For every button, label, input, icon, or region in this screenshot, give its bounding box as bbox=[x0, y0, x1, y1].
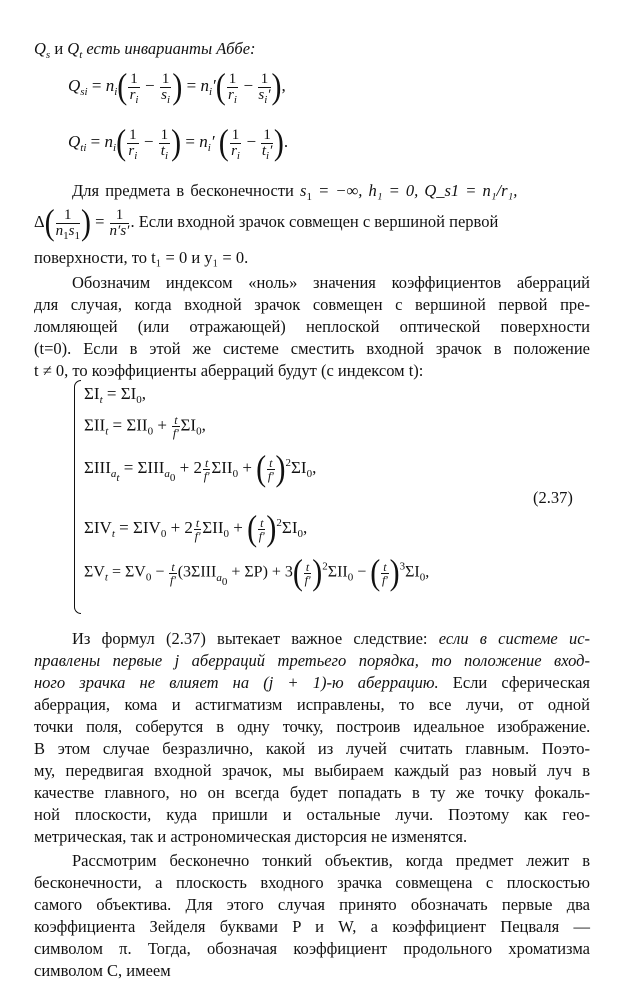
eq-sigma-i: $\Sigma I_t = \Sigma I_0$, bbox=[84, 384, 147, 406]
infinity-line: Для предмета в бесконечности $s_1$ = −∞, h₁ = 0, Q_s1 = n₁/r₁, bbox=[72, 181, 518, 203]
invariants-intro-text: есть инварианты Аббе: bbox=[86, 39, 256, 58]
delta-line: Δ( $\frac{1}{n_1s_1}$ ) = $\frac{1}{n's'}$ . Если входной зрачок совмещен с вершиной первой bbox=[34, 202, 499, 243]
paragraph2-line: качестве главного, но он всегда будет попадать в ту же точку фокаль- bbox=[34, 783, 590, 802]
paragraph1-line: (t=0). Если в этой же системе сместить входной зрачок в положение bbox=[34, 339, 590, 358]
paragraph1-line: t ≠ 0, то коэффициенты аберраций будут (с индексом t): bbox=[34, 361, 424, 380]
paragraph3-line: коэффициента Зейделя буквами P и W, а коэффициент Пецваля — bbox=[34, 917, 590, 936]
eq-sigma-ii: $\Sigma II_t = \Sigma II_0$ + $\frac{t}{f'}$ $\Sigma I_0$, bbox=[84, 413, 206, 440]
paragraph2-line: точки поля, соберутся в одну точку, построив идеальное изображение. bbox=[34, 717, 590, 736]
system-brace bbox=[74, 380, 81, 614]
paragraph1-line: ломляющей (или отражающей) неплоской оптической поверхности bbox=[34, 317, 590, 336]
paragraph3-line: самого объектива. Для этого случая принято обозначать первые два bbox=[34, 895, 590, 914]
paragraph2-line: метрическая, так и астрономическая дисторсия не изменятся. bbox=[34, 827, 468, 846]
paragraph1-line: для случая, когда входной зрачок совмещен с вершиной первой пре- bbox=[34, 295, 590, 314]
paragraph2-line: Из формул (2.37) вытекает важное следствие: если в системе ис- bbox=[72, 629, 591, 648]
paragraph3-line: бесконечности, а плоскость входного зрачка совмещена с плоскостью bbox=[34, 873, 590, 892]
paragraph2-line: аберрация, кома и астигматизм исправлены, то все лучи, от одной bbox=[34, 695, 590, 714]
formula-qsi: $Q_{si} = n_i$( $\frac{1}{r_i}$ − $\frac{1}{s_i}$ ) = $n_i'$( $\frac{1}{r_i}$ − $\frac{1}{s_i'}$ ), bbox=[68, 66, 286, 107]
paragraph2-line: правлены первые j аберраций третьего порядка, то положение вход- bbox=[34, 651, 590, 670]
paragraph2-line: ной плоскости, куда пришли и остальные лучи. Поэтому как гео- bbox=[34, 805, 590, 824]
paragraph3-line: символом π. Тогда, обозначая коэффициент продольного хроматизма bbox=[34, 939, 590, 958]
paragraph1-line: Обозначим индексом «ноль» значения коэффициентов аберраций bbox=[72, 273, 590, 292]
paragraph2-line: му, передвигая входной зрачок, мы выбираем каждый раз новый луч в bbox=[34, 761, 590, 780]
surface-line: поверхности, то t₁ = 0 и y₁ = 0. bbox=[34, 248, 249, 267]
paragraph3-line: символом C, имеем bbox=[34, 961, 171, 980]
eq-sigma-iv: $\Sigma IV_t = \Sigma IV_0 + 2$ $\frac{t}{f'}$ $\Sigma II_0$ + ( $\frac{t}{f'}$ )$^2\Sigma I_0$, bbox=[84, 508, 308, 549]
invariants-intro: $Q_s$ и $Q_t$ есть инварианты Аббе: bbox=[34, 39, 256, 61]
paragraph2-line: ного зрачка не влияет на (j + 1)-ю аберрацию. Если сферическая bbox=[34, 673, 590, 692]
paragraph3-line: Рассмотрим бесконечно тонкий объектив, когда предмет лежит в bbox=[72, 851, 590, 870]
formula-qti: $Q_{ti} = n_i$( $\frac{1}{r_i}$ − $\frac{1}{t_i}$ ) = $n_i'$ ( $\frac{1}{r_i}$ − $\frac{1}{t_i'}$ ). bbox=[68, 122, 289, 163]
eq-sigma-iii: $\Sigma III_{a_t} = \Sigma III_{a_0} + 2$ $\frac{t}{f'}$ $\Sigma II_0$ + ( $\frac{t}{f'}$ )$^2\Sigma I_0$, bbox=[84, 448, 317, 489]
eq-sigma-v: $\Sigma V_t = \Sigma V_0$ − $\frac{t}{f'}$ $(3\Sigma III_{a_0} + \Sigma P) + 3$( $\frac{t}{f'}$ )$^2\Sigma II_0$ − ( $\frac{t}{f'}$ )$^3\Sigma I_0$, bbox=[84, 552, 430, 593]
paragraph2-line: В этом случае безразлично, какой из лучей считать главным. Поэто- bbox=[34, 739, 590, 758]
equation-number: (2.37) bbox=[533, 488, 573, 507]
